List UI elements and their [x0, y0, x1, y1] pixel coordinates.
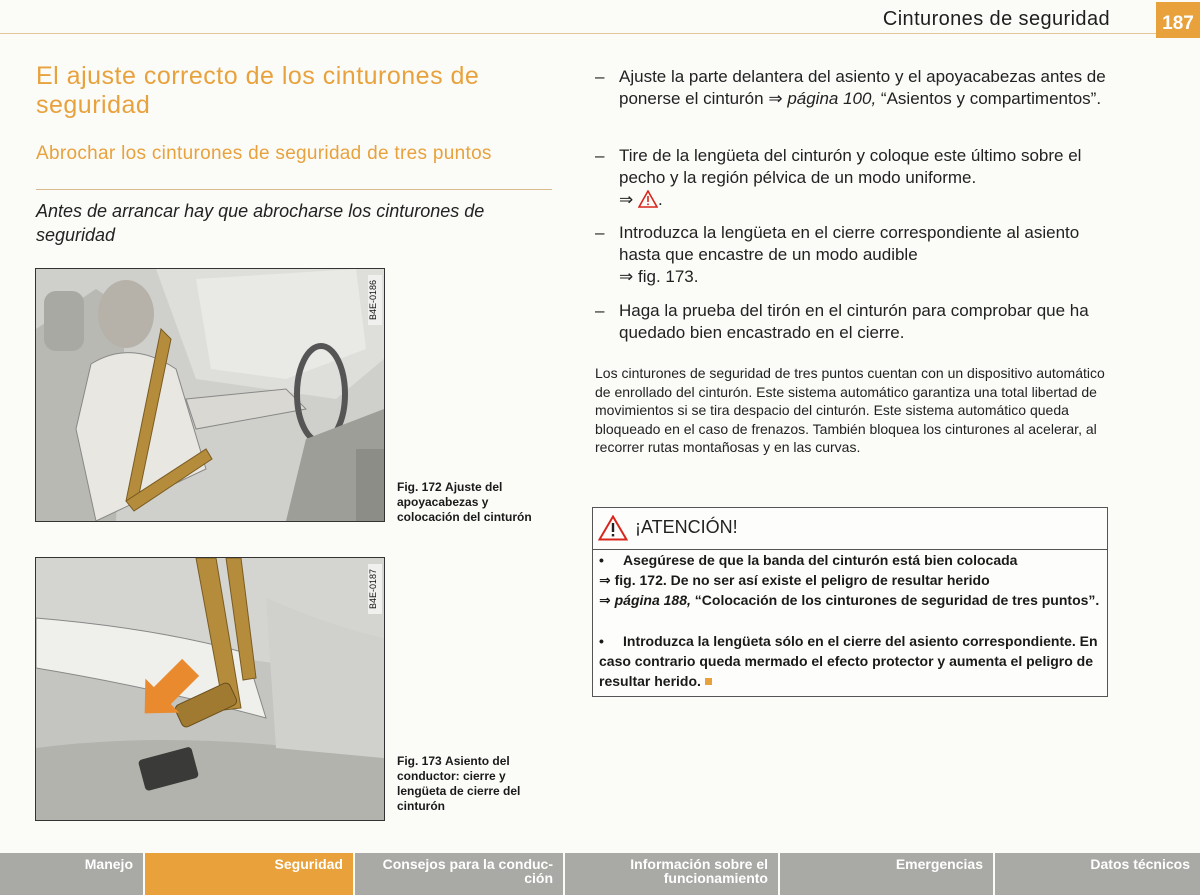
- figure-reference-link[interactable]: fig. 173.: [637, 267, 699, 286]
- step-dash: –: [595, 301, 605, 320]
- page-number: 187: [1156, 2, 1200, 38]
- step-text: “Asientos y compartimentos”.: [880, 89, 1102, 108]
- figure-172-image: [35, 268, 385, 522]
- warning-text: Introduzca la lengüeta sólo en el cierre del asiento correspondiente. En caso contrario queda mermado el efecto protector y aumenta el peligro de resultar herido.: [599, 633, 1098, 689]
- nav-tab-label: ción: [524, 870, 553, 886]
- instruction-step: [595, 145, 1115, 214]
- nav-tab-informacion[interactable]: [565, 853, 780, 895]
- warning-item: [599, 550, 1103, 610]
- nav-tab-manejo[interactable]: [0, 853, 145, 895]
- figure-label: Fig. 172: [397, 480, 442, 494]
- nav-tab-label: Datos técnicos: [1090, 856, 1190, 872]
- figure-label: Fig. 173: [397, 754, 442, 768]
- nav-tab-datos-tecnicos[interactable]: [995, 853, 1200, 895]
- figure-173-caption: [397, 754, 547, 814]
- reference-arrow: ⇒: [599, 572, 611, 588]
- section-title: El ajuste correcto de los cinturones de seguridad: [36, 62, 480, 119]
- reference-arrow: ⇒: [599, 592, 611, 608]
- warning-title: ¡ATENCIÓN!: [635, 517, 738, 537]
- step-dash: –: [595, 223, 605, 242]
- chapter-navigation: [0, 853, 1200, 895]
- step-dash: –: [595, 146, 605, 165]
- step-text: Haga la prueba del tirón en el cinturón para comprobar que ha quedado bien encastrado en el cierre.: [619, 301, 1089, 342]
- nav-tab-emergencias[interactable]: [780, 853, 995, 895]
- figure-caption-text: Asiento del conductor: cierre y lengüeta de cierre del cinturón: [397, 754, 521, 813]
- seat-buckle-illustration: [36, 558, 384, 820]
- step-text: Ajuste la parte delantera del asiento y el apoyacabezas antes de ponerse el cinturón: [619, 67, 1106, 108]
- warning-icon[interactable]: [638, 190, 658, 214]
- instruction-step: [595, 300, 1115, 344]
- instruction-step: [595, 66, 1115, 110]
- step-dash: –: [595, 67, 605, 86]
- figure-caption-text: Ajuste del apoyacabezas y colocación del cinturón: [397, 480, 532, 524]
- subtitle-rule: [36, 189, 552, 190]
- body-paragraph: Los cinturones de seguridad de tres puntos cuentan con un dispositivo automático de enrollado del cinturón. Este sistema automático garantiza una total libertad de movimientos si se tira despacio del cinturón. Este sistema automático queda bloqueado en el caso de frenazos. También bloquea los cinturones al acelerar, al recorrer rutas montañosas y en las curvas.: [595, 365, 1105, 455]
- page-reference-link[interactable]: página 188,: [614, 592, 691, 608]
- bullet: •: [599, 552, 604, 568]
- warning-triangle-icon: [598, 515, 628, 546]
- figure-172-caption: [397, 480, 547, 525]
- warning-text: Asegúrese de que la banda del cinturón está bien colocada: [623, 552, 1018, 568]
- reference-arrow: ⇒: [619, 267, 634, 286]
- nav-tab-label: Emergencias: [895, 856, 983, 872]
- page-reference-link[interactable]: página 100,: [787, 89, 877, 108]
- warning-item: [599, 631, 1103, 691]
- warning-header: [593, 508, 1107, 550]
- figure-173-image: [35, 557, 385, 821]
- figure-code: B4E-0187: [368, 564, 382, 614]
- header-rule: [0, 33, 1200, 34]
- nav-tab-seguridad[interactable]: [145, 853, 355, 895]
- warning-text: “Colocación de los cinturones de seguridad de tres puntos”.: [694, 592, 1100, 608]
- nav-tab-label: Información sobre el: [630, 856, 768, 872]
- running-header-title: Cinturones de seguridad: [882, 8, 1110, 30]
- instruction-step: [595, 222, 1115, 288]
- nav-tab-label: Manejo: [84, 856, 133, 872]
- nav-tab-label: Consejos para la conduc-: [382, 856, 553, 872]
- section-end-marker: [705, 678, 712, 685]
- bullet: •: [599, 633, 604, 649]
- intro-text: Antes de arrancar hay que abrocharse los cinturones de seguridad: [36, 201, 485, 245]
- section-subtitle: Abrochar los cinturones de seguridad de tres puntos: [36, 143, 492, 164]
- nav-tab-label: funcionamiento: [663, 870, 768, 886]
- step-text: Tire de la lengüeta del cinturón y coloque este último sobre el pecho y la región pélvica de un modo uniforme.: [619, 146, 1082, 187]
- figure-code: B4E-0186: [368, 275, 382, 325]
- step-text: Introduzca la lengüeta en el cierre correspondiente al asiento hasta que encastre de un modo audible: [619, 223, 1080, 264]
- figure-reference-link[interactable]: fig. 172. De no ser así existe el peligro de resultar herido: [614, 572, 990, 588]
- reference-arrow: ⇒: [619, 190, 634, 209]
- warning-box: [592, 507, 1108, 697]
- driver-seat-illustration: [36, 269, 384, 521]
- step-text: .: [657, 190, 663, 209]
- reference-arrow: ⇒: [768, 89, 783, 108]
- nav-tab-consejos[interactable]: [355, 853, 565, 895]
- nav-tab-label: Seguridad: [274, 856, 343, 872]
